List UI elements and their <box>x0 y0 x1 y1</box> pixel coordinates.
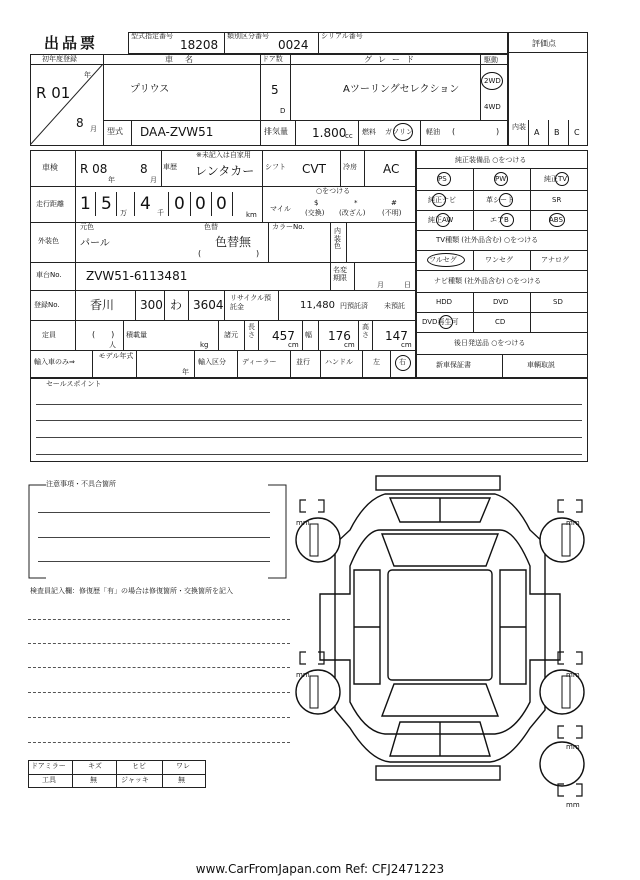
first-reg-month: 8 <box>76 116 84 130</box>
capacity-label: 定員 <box>42 331 56 339</box>
nav-title: ナビ種類 (社外品含む) ○をつける <box>434 277 542 285</box>
inspection-era: R 08 <box>80 162 108 176</box>
displacement-label: 排気量 <box>264 127 288 136</box>
model-label: 型式 <box>107 127 123 136</box>
tv-title: TV種類 (社外品含む) ○をつける <box>436 236 539 244</box>
mm-rear-right: mm <box>566 671 580 679</box>
tv-oneseg: ワンセグ <box>485 256 513 264</box>
original-color-label: 元色 <box>80 223 94 231</box>
equip-abs-circle <box>549 213 565 227</box>
equip-sr: SR <box>552 196 562 204</box>
nav-dvd-play: DVD再生可 <box>422 318 459 326</box>
year-unit: 年 <box>84 71 91 79</box>
reg-class: 300 <box>140 298 163 312</box>
parallel-option: 並行 <box>296 358 310 366</box>
length-cm: cm <box>288 341 299 349</box>
mileage-opt-hash-sub: (不明) <box>382 209 402 217</box>
docs-title: 後日発送品 ○をつける <box>454 339 526 347</box>
mileage-km: km <box>246 211 257 219</box>
equip-oem-aw-circle <box>436 213 450 227</box>
chassis-value: ZVW51-6113481 <box>86 269 188 283</box>
mileage-digit-5: 0 <box>195 194 206 214</box>
equip-ps-circle <box>437 172 451 186</box>
notes-label: 注意事項・不具合箇所 <box>46 480 116 488</box>
cooling-label: 冷房 <box>343 163 357 171</box>
sales-points-label: セールスポイント <box>46 380 102 388</box>
interior-color-label: 内装色 <box>334 227 341 251</box>
equip-airbag-circle <box>500 213 514 227</box>
equip-oem-tv: 純正TV <box>544 175 568 183</box>
acc-tools-value: 無 <box>90 776 97 784</box>
mileage-opt-star-sub: (改ざん) <box>339 209 366 217</box>
drive-label: 駆動 <box>484 56 498 64</box>
equip-oem-aw: 純正AW <box>428 216 454 224</box>
fuel-diesel: 軽油 <box>426 128 440 136</box>
mileage-digit-3: 4 <box>140 194 151 214</box>
acc-header-crack: ヒビ <box>132 762 146 770</box>
mm-front-left: mm <box>296 519 310 527</box>
nav-hdd: HDD <box>436 298 453 306</box>
mm-front-right: mm <box>566 519 580 527</box>
interior-grade-a: A <box>534 128 540 137</box>
reg-number: 3604 <box>193 298 224 312</box>
chassis-label: 車台No. <box>36 271 62 279</box>
inspection-year-unit: 年 <box>108 176 115 184</box>
acc-header-scratch: キズ <box>88 762 102 770</box>
drive-2wd: 2WD <box>484 77 501 85</box>
inspection-month: 8 <box>140 162 148 176</box>
rename-label: 名変期限 <box>333 266 347 283</box>
equip-ps: PS <box>438 175 447 183</box>
equip-pw: PW <box>495 175 507 183</box>
equip-oem-nav-circle <box>432 193 446 207</box>
notes-bracket <box>28 484 290 580</box>
acc-jack: ジャッキ <box>121 776 149 784</box>
reg-label: 登録No. <box>34 301 60 309</box>
mileage-sen: 千 <box>157 209 164 217</box>
mileage-digit-4: 0 <box>174 194 185 214</box>
mm-rear-left: mm <box>296 671 310 679</box>
inspection-month-unit: 月 <box>150 176 157 184</box>
diagonal-slash <box>30 64 104 146</box>
capacity-unit: 人 <box>109 341 116 349</box>
grade-value: Aツーリングセレクション <box>343 84 460 95</box>
mm-spare-2: mm <box>566 801 580 809</box>
shift-value: CVT <box>302 162 326 176</box>
inspection-label: 車検 <box>42 163 58 172</box>
sheet-title: 出品票 <box>44 34 99 52</box>
history-label: 車歴 <box>163 163 177 171</box>
recycle-unpaid: 未預託 <box>384 302 405 310</box>
cc-unit: cc <box>345 132 353 140</box>
interior-grade-c: C <box>574 128 580 137</box>
acc-header-mirror: ドアミラー <box>31 762 66 770</box>
steering-right-circle <box>395 355 411 371</box>
fuel-gasoline-circle <box>393 123 413 141</box>
mileage-digit-1: 1 <box>80 194 91 214</box>
tv-analog: アナログ <box>541 256 569 264</box>
docs-warranty: 新車保証書 <box>436 361 471 369</box>
width-label: 幅 <box>305 331 312 339</box>
category-number: 0024 <box>278 38 309 52</box>
model-year-label: モデル年式 <box>98 352 134 360</box>
acc-jack-value: 無 <box>178 776 185 784</box>
mileage-man: 万 <box>120 209 127 217</box>
acc-tools: 工具 <box>42 776 56 784</box>
interior-label: 内装 <box>512 123 526 131</box>
history-value: レンタカー <box>195 164 255 178</box>
recycle-status: 円預託済 <box>340 302 368 310</box>
tv-fullseg: フルセグ <box>429 256 457 264</box>
fuel-gasoline: ガソリン <box>385 128 413 136</box>
dealer-option: ディーラー <box>242 358 277 366</box>
nav-dvd-play-circle <box>439 315 453 329</box>
category-number-label: 類別区分番号 <box>227 32 269 40</box>
type-number-label: 型式指定番号 <box>131 32 173 40</box>
first-reg-label: 初年度登録 <box>42 55 77 63</box>
equip-abs: ABS <box>549 216 563 224</box>
dims-label: 諸元 <box>224 331 238 339</box>
tv-fullseg-circle <box>427 253 465 267</box>
cooling-value: AC <box>383 162 400 176</box>
repaint-value: 色替無 <box>215 235 252 249</box>
import-type-label: 輸入区分 <box>198 358 226 366</box>
serial-label: シリアル番号 <box>321 32 363 40</box>
color-no-label: カラーNo. <box>272 223 305 231</box>
mileage-options-note: ○をつける <box>316 187 351 195</box>
handle-label: ハンドル <box>325 358 353 366</box>
mileage-digit-2: 5 <box>101 194 112 214</box>
doors-value: 5 <box>271 83 279 97</box>
oem-title: 純正装備品 ○をつける <box>455 156 527 164</box>
mileage-opt-dollar: $ <box>314 199 319 207</box>
model-year-unit: 年 <box>182 368 189 376</box>
length-value: 457 <box>272 329 295 343</box>
first-reg-era: R 01 <box>36 84 71 102</box>
interior-grade-b: B <box>554 128 560 137</box>
width-cm: cm <box>344 341 355 349</box>
shift-label: シフト <box>265 163 286 171</box>
color-label: 外装色 <box>38 237 59 245</box>
steering-right: 右 <box>399 358 406 366</box>
model-value: DAA-ZVW51 <box>140 125 214 139</box>
inspector-label: 検査員記入欄：修復歴「有」の場合は修復箇所・交換箇所を記入 <box>30 587 233 595</box>
doors-label: ドア数 <box>262 55 283 63</box>
reg-kana: わ <box>170 298 183 312</box>
recycle-label: リサイクル預託金 <box>230 294 272 311</box>
docs-manual: 車輌取説 <box>527 361 555 369</box>
repaint-label: 色替 <box>204 223 218 231</box>
height-cm: cm <box>401 341 412 349</box>
mileage-opt-star: * <box>354 199 358 207</box>
evaluation-label: 評価点 <box>532 39 556 48</box>
equip-airbag: エアB <box>490 216 509 224</box>
watermark-footer: www.CarFromJapan.com Ref: CFJ2471223 <box>195 862 445 876</box>
import-label: 輸入車のみ⇒ <box>34 358 75 366</box>
height-value: 147 <box>385 329 408 343</box>
nav-dvd: DVD <box>493 298 509 306</box>
equip-oem-tv-circle <box>555 172 569 186</box>
type-number: 18208 <box>180 38 219 52</box>
drive-4wd: 4WD <box>484 103 501 111</box>
history-note: ※未記入は自家用 <box>196 151 251 159</box>
equip-leather-circle <box>499 193 513 207</box>
acc-header-break: ワレ <box>176 762 190 770</box>
load-unit: kg <box>200 341 209 349</box>
mileage-opt-mile: マイル <box>270 205 291 213</box>
drive-2wd-circle <box>481 72 503 90</box>
car-name-label: 車名 <box>165 55 205 64</box>
mileage-opt-hash: # <box>391 199 397 207</box>
width-value: 176 <box>328 329 351 343</box>
height-label: 高さ <box>362 323 369 339</box>
reg-area: 香川 <box>90 298 115 312</box>
mileage-label: 走行距離 <box>36 200 64 208</box>
steering-left: 左 <box>373 358 380 366</box>
equip-leather: 革シート <box>486 196 514 204</box>
load-label: 積載量 <box>126 331 147 339</box>
original-color: パール <box>80 238 110 249</box>
mileage-digit-6: 0 <box>216 194 227 214</box>
mm-spare-1: mm <box>566 743 580 751</box>
mileage-opt-dollar-sub: (交換) <box>305 209 325 217</box>
fuel-label: 燃料 <box>362 128 376 136</box>
recycle-amount: 11,480 <box>300 300 335 311</box>
nav-cd: CD <box>495 318 506 326</box>
car-name: プリウス <box>130 84 170 95</box>
nav-sd: SD <box>553 298 563 306</box>
displacement-value: 1.800 <box>312 126 347 140</box>
month-unit: 月 <box>90 125 97 133</box>
rename-month: 月 <box>377 281 384 289</box>
equip-oem-nav: 純正ナビ <box>428 196 456 204</box>
rename-day: 日 <box>404 281 411 289</box>
door-type: D <box>280 107 286 115</box>
length-label: 長さ <box>248 323 255 339</box>
grade-label: グレード <box>364 55 420 64</box>
car-damage-diagram <box>290 470 590 820</box>
equip-pw-circle <box>494 172 508 186</box>
